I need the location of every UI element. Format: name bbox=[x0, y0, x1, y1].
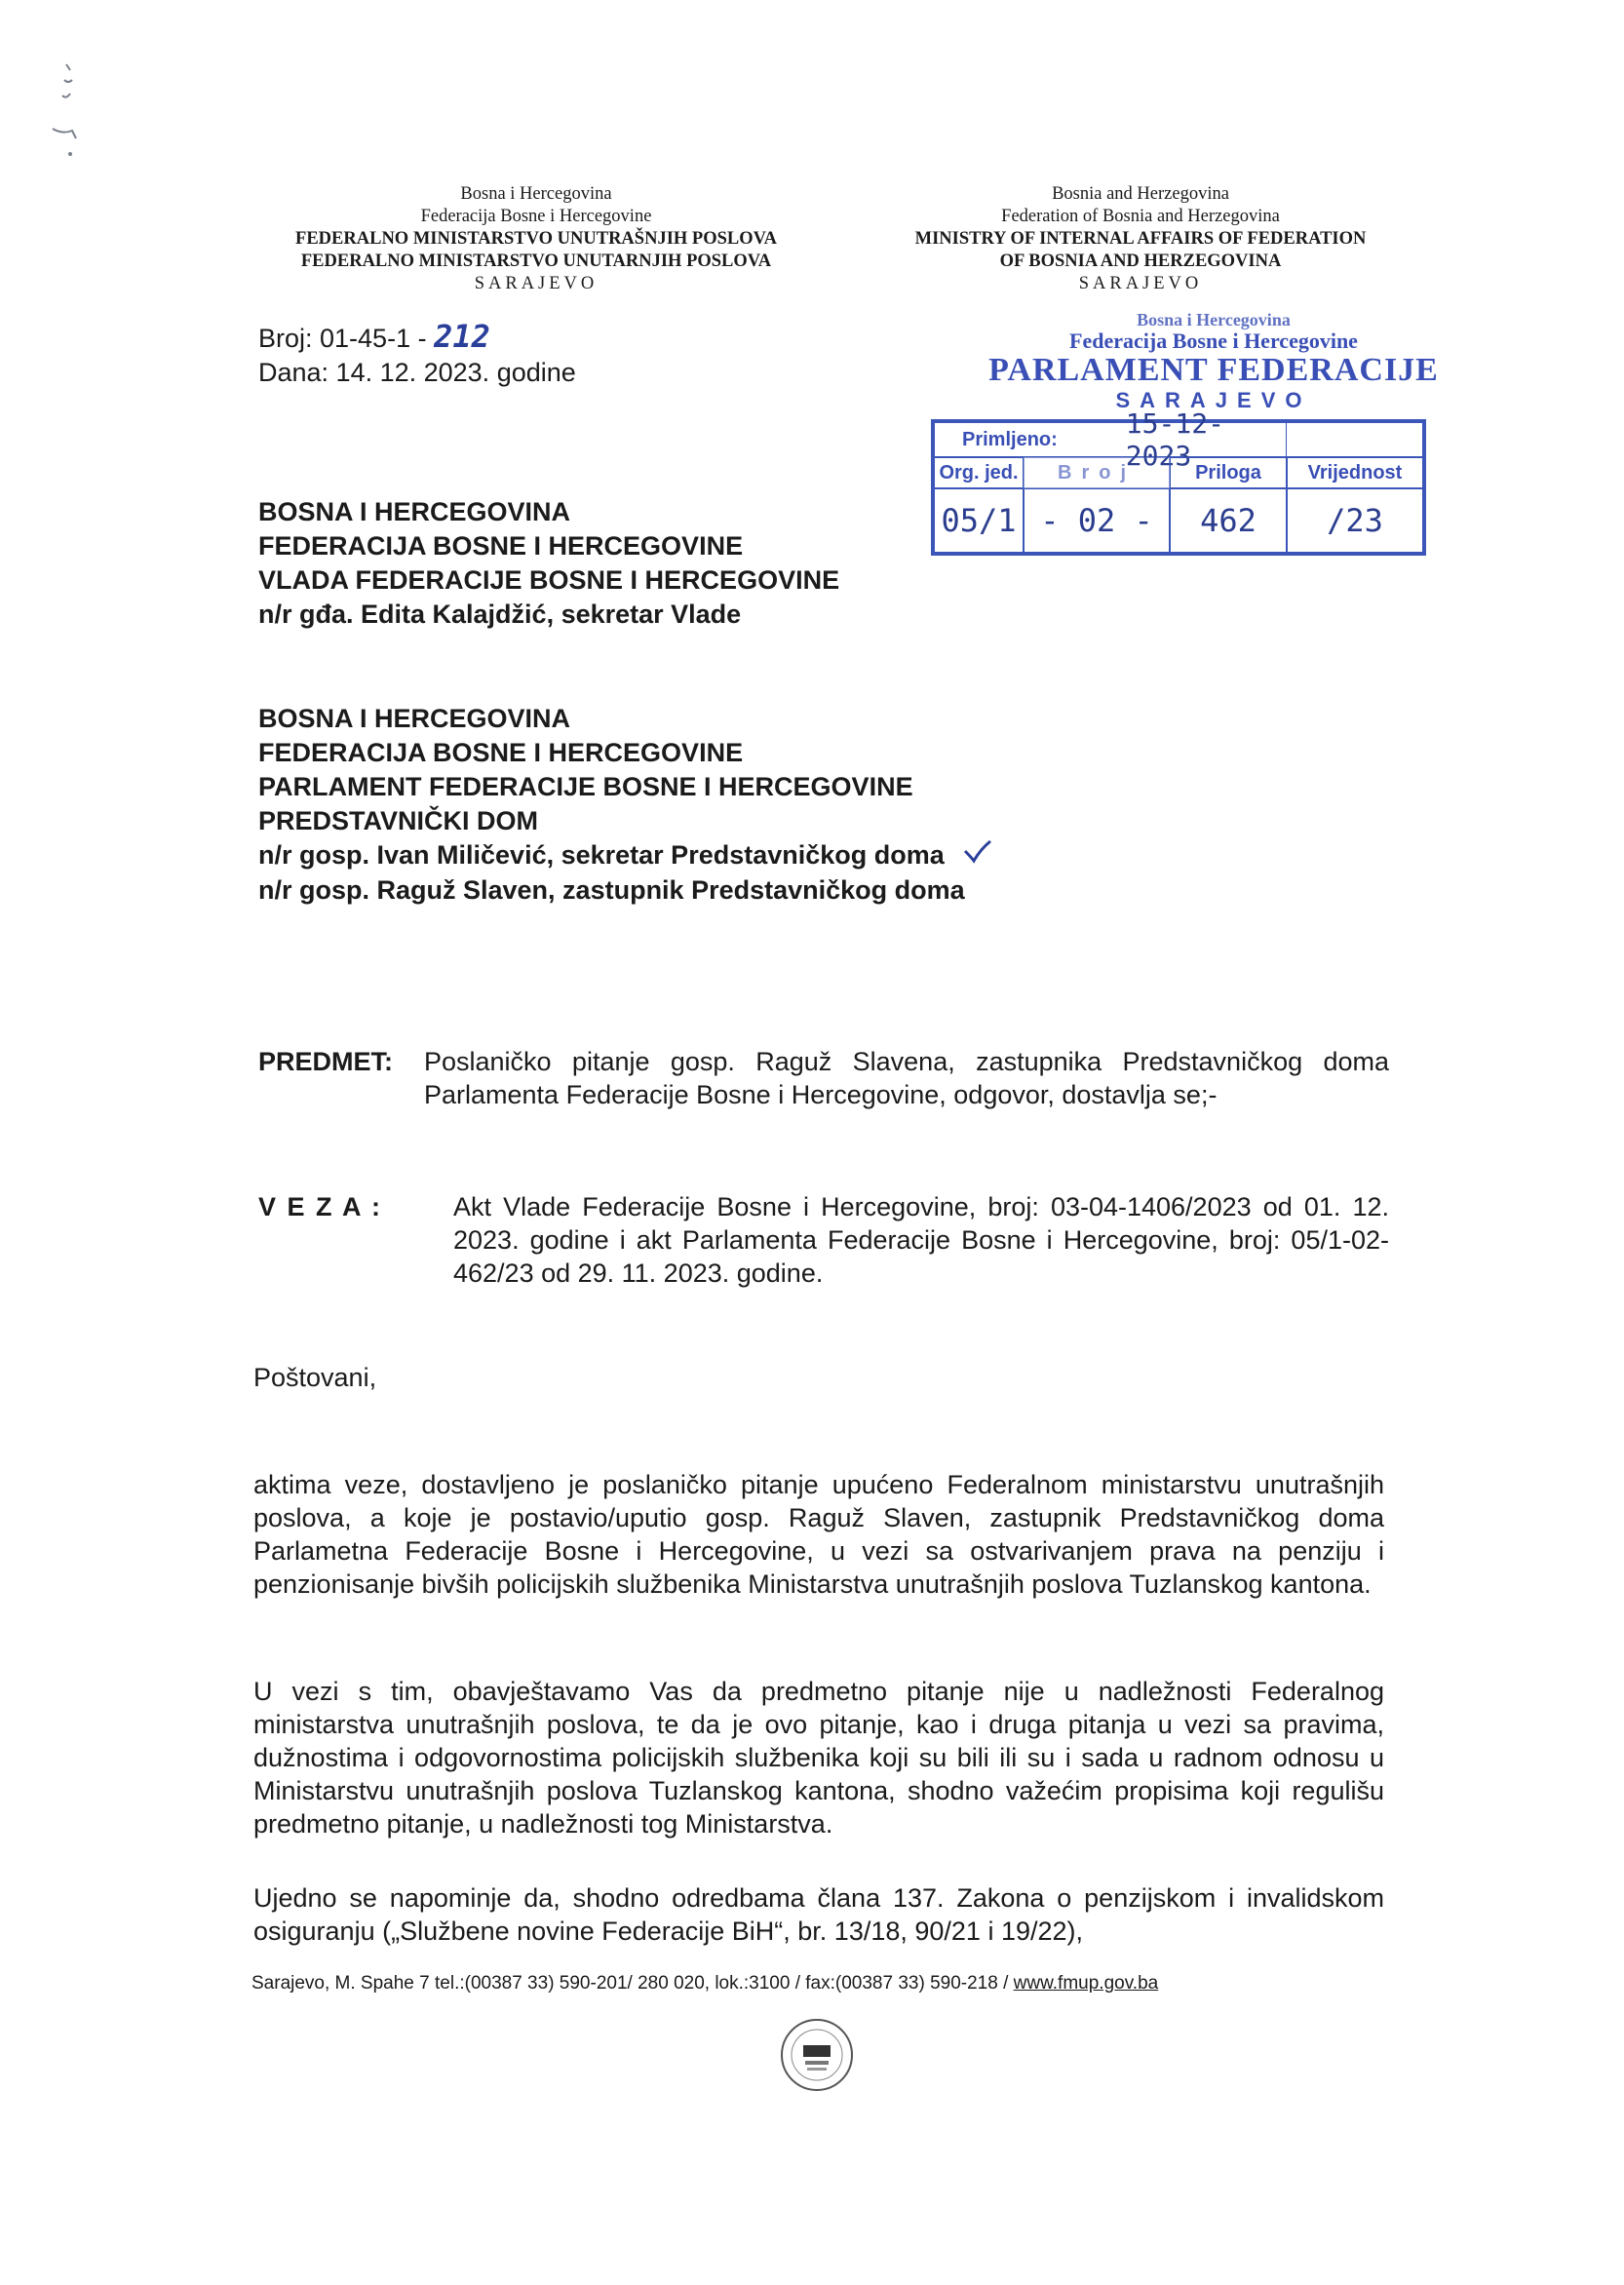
link-block bbox=[258, 1190, 1389, 1290]
stamp-line2: Federacija Bosne i Hercegovine bbox=[1069, 329, 1358, 353]
subject-text: Poslaničko pitanje gosp. Raguž Slavena, zastupnika Predstavničkog doma Parlamenta Federacije Bosne i Hercegovine, odgovor, dostavlja se;- bbox=[424, 1047, 1389, 1109]
subject-label: PREDMET: bbox=[258, 1047, 394, 1076]
stamp-val-org: 05/1 bbox=[934, 488, 1024, 553]
footer-contact bbox=[251, 1973, 1382, 1995]
header-right bbox=[858, 183, 1423, 295]
received-stamp bbox=[931, 310, 1496, 413]
recipient1-line4: n/r gđa. Edita Kalajdžić, sekretar Vlade bbox=[258, 600, 742, 629]
reference-number-label: Broj: 01-45-1 - bbox=[258, 324, 427, 353]
header-left-line3: FEDERALNO MINISTARSTVO UNUTRAŠNJIH POSLOVA bbox=[295, 229, 777, 249]
reference-number bbox=[258, 320, 668, 356]
header-right-city: SARAJEVO bbox=[1078, 274, 1203, 293]
recipient-government bbox=[258, 495, 960, 632]
stamp-received-label bbox=[934, 407, 1287, 472]
header-right-line3: MINISTRY OF INTERNAL AFFAIRS OF FEDERATION bbox=[914, 229, 1367, 249]
footer-website-link[interactable]: www.fmup.gov.ba bbox=[1013, 1973, 1159, 1994]
stamp-register-table bbox=[931, 407, 1426, 556]
stamp-blank-cell bbox=[1287, 422, 1423, 457]
recipient2-line1: BOSNA I HERCEGOVINA bbox=[258, 704, 571, 733]
greeting: Poštovani, bbox=[253, 1363, 377, 1392]
header-right-line2: Federation of Bosnia and Herzegovina bbox=[1001, 207, 1280, 226]
recipient2-line6: n/r gosp. Raguž Slaven, zastupnik Predstavničkog doma bbox=[258, 875, 965, 906]
checkmark-icon bbox=[963, 839, 992, 873]
body-paragraph-3: Ujedno se napominje da, shodno odredbama člana 137. Zakona o penzijskom i invalidskom osiguranju („Službene novine Federacije BiH“, br. 13/18, 90/21 i 19/22), bbox=[253, 1883, 1384, 1946]
reference-block bbox=[258, 320, 668, 390]
stamp-col-vrijednost: Vrijednost bbox=[1287, 457, 1423, 488]
body-paragraph-1: aktima veze, dostavljeno je poslaničko pitanje upućeno Federalnom ministarstvu unutrašnjih poslova, a koje je postavio/uputio gosp. Raguž Slaven, zastupnik Predstavničkog doma Parlametna Federacije Bosne i Hercegovine, u vezi sa ostvarivanjem prava na penziju i penzionisanje bivših policijskih službenika Ministarstva unutrašnjih poslova Tuzlanskog kantona. bbox=[253, 1470, 1384, 1599]
stamp-val-broj: - 02 - bbox=[1024, 488, 1170, 553]
stamp-col-org: Org. jed. bbox=[934, 457, 1024, 488]
recipient2-line5-text: n/r gosp. Ivan Miličević, sekretar Predstavničkog doma bbox=[258, 840, 945, 870]
stamp-line3: PARLAMENT FEDERACIJE bbox=[988, 352, 1439, 388]
header-right-line1: Bosnia and Herzegovina bbox=[1052, 184, 1229, 204]
stamp-received-label-text: Primljeno: bbox=[962, 428, 1058, 450]
stamp-val-vrijednost: /23 bbox=[1287, 488, 1423, 553]
header-left-line1: Bosna i Hercegovina bbox=[460, 184, 612, 204]
recipient2-line3: PARLAMENT FEDERACIJE BOSNE I HERCEGOVINE bbox=[258, 772, 913, 801]
stamp-val-priloga: 462 bbox=[1170, 488, 1287, 553]
recipient2-line2: FEDERACIJA BOSNE I HERCEGOVINE bbox=[258, 738, 744, 767]
subject-block bbox=[258, 1045, 1389, 1111]
header-left-line4: FEDERALNO MINISTARSTVO UNUTARNJIH POSLOVA bbox=[300, 252, 772, 271]
stamp-col-priloga: Priloga bbox=[1170, 457, 1287, 488]
recipient2-line4: PREDSTAVNIČKI DOM bbox=[258, 806, 539, 835]
stamp-line4: SARAJEVO bbox=[1115, 388, 1312, 412]
footer-address: Sarajevo, M. Spahe 7 tel.:(00387 33) 590-201/ 280 020, lok.:3100 / fax:(00387 33) 590-218 / bbox=[251, 1973, 1009, 1994]
recipient-parliament bbox=[258, 702, 1136, 908]
header-left-city: SARAJEVO bbox=[474, 274, 599, 293]
header-left-line2: Federacija Bosne i Hercegovine bbox=[420, 207, 652, 226]
recipient1-line3: VLADA FEDERACIJE BOSNE I HERCEGOVINE bbox=[258, 565, 840, 595]
link-label: V E Z A : bbox=[258, 1192, 383, 1221]
header-left bbox=[253, 183, 819, 295]
recipient1-line2: FEDERACIJA BOSNE I HERCEGOVINE bbox=[258, 531, 744, 561]
link-text: Akt Vlade Federacije Bosne i Hercegovine, broj: 03-04-1406/2023 od 01. 12. 2023. godine i akt Parlamenta Federacije Bosne i Hercegovine, broj: 05/1-02-462/23 od 29. 11. 2023. godine. bbox=[453, 1192, 1389, 1288]
margin-marks bbox=[41, 60, 90, 168]
stamp-col-broj: Broj bbox=[1024, 457, 1170, 488]
header-right-line4: OF BOSNIA AND HERZEGOVINA bbox=[999, 252, 1282, 271]
certification-seal-icon bbox=[778, 2016, 856, 2094]
reference-number-handwritten: 212 bbox=[434, 318, 490, 355]
reference-date: Dana: 14. 12. 2023. godine bbox=[258, 358, 576, 387]
stamp-line1: Bosna i Hercegovina bbox=[1137, 310, 1291, 329]
body-paragraph-2: U vezi s tim, obavještavamo Vas da predmetno pitanje nije u nadležnosti Federalnog ministarstva unutrašnjih poslova, te da je ovo pitanje, kao i druga pitanja u vezi sa pravima, dužnostima i odgovornostima policijskih službenika koji su bili ili su i sada u radnom odnosu u Ministarstvu unutrašnjih poslova Tuzlanskog kantona, shodno važećim propisima koji regulišu predmetno pitanje, u nadležnosti tog Ministarstva. bbox=[253, 1677, 1384, 1839]
recipient2-line5 bbox=[258, 838, 1136, 873]
recipient1-line1: BOSNA I HERCEGOVINA bbox=[258, 497, 571, 526]
stamp-received-date: 15-12-2023 bbox=[1125, 407, 1224, 472]
